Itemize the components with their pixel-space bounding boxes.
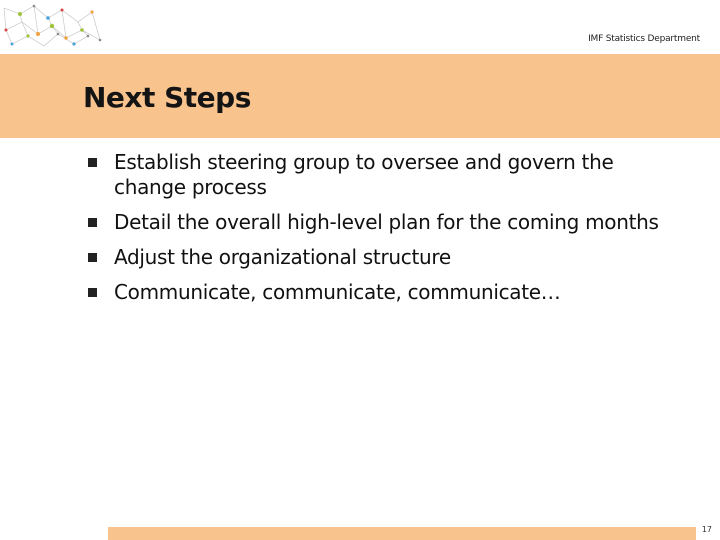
- bullet-item: [88, 245, 688, 270]
- network-graphic: [0, 0, 108, 52]
- footer-band: [108, 527, 696, 540]
- bullet-item: [88, 150, 688, 200]
- square-bullet-icon: [88, 288, 97, 297]
- bullet-list: [88, 150, 688, 315]
- bullet-item: [88, 210, 688, 235]
- bullet-text: Communicate, communicate, communicate…: [114, 280, 561, 304]
- department-label: IMF Statistics Department: [588, 34, 700, 44]
- bullet-text: Establish steering group to oversee and govern the change process: [114, 150, 614, 199]
- bullet-text: Detail the overall high-level plan for the coming months: [114, 210, 659, 234]
- square-bullet-icon: [88, 158, 97, 167]
- slide-title: Next Steps: [83, 81, 251, 114]
- bullet-item: [88, 280, 688, 305]
- bullet-text: Adjust the organizational structure: [114, 245, 451, 269]
- page-number: 17: [701, 525, 712, 534]
- square-bullet-icon: [88, 253, 97, 262]
- square-bullet-icon: [88, 218, 97, 227]
